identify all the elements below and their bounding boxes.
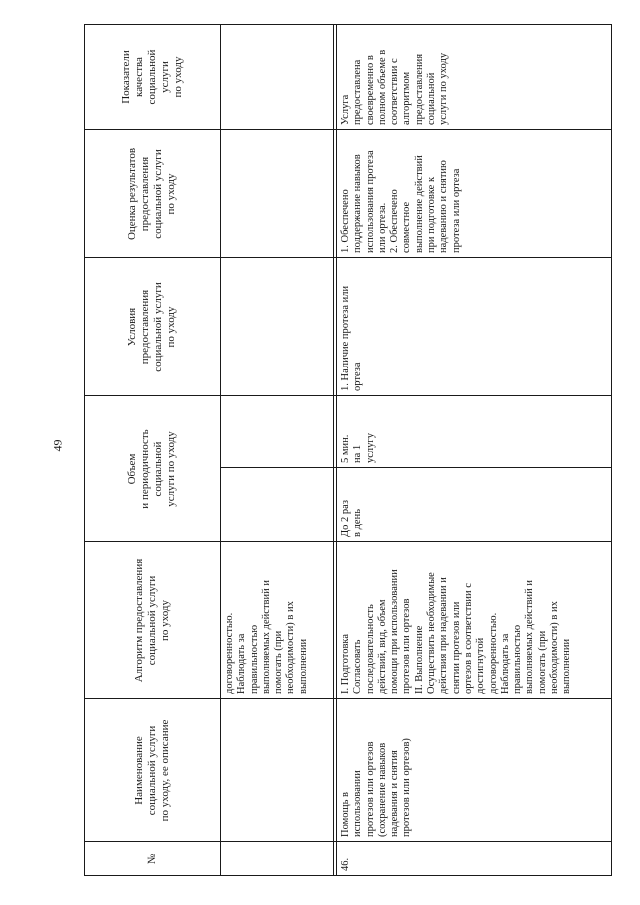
row-46-num-text: 46. (340, 857, 351, 871)
header-num-text: № (145, 853, 158, 865)
header-assessment: Оценка результатов предоставления социальной услуги по уходу (126, 147, 177, 241)
continuation-algorithm: договоренностью. Наблюдать за правильностью выполняемых действий и помогать (при необходимости) в их выполнении (224, 580, 309, 694)
row-46-algorithm: I. Подготовка Согласовать последовательность действий, вид, объем помощи при использовании протезов или ортезов II. Выполнение Осуществить необходимые действия при надевании и снятии протезов или ортезов в соответствии с достигнутой договоренностью. Наблюдать за правильностью выполняемых действий и помогать (при необходимости) в их выполнении (340, 569, 573, 694)
grid-line-right (84, 24, 612, 25)
grid-line-bottom (611, 24, 612, 876)
header-num (84, 842, 220, 876)
services-table (84, 24, 612, 876)
grid-line-col-6 (84, 129, 612, 130)
page-number: 49 (50, 439, 65, 452)
grid-line-col-1 (84, 841, 612, 842)
grid-line-row-top-b (336, 24, 337, 876)
row-46-volume-duration: 5 мин. на 1 услугу (340, 433, 376, 463)
header-volume: Объем и периодичность социальной услуги по уходу (126, 429, 177, 509)
row-46-assessment: 1. Обеспечено поддержание навыков использования протеза или ортеза. 2. Обеспечено совместное выполнение действий при подготовке к надеванию и снятию протеза или ортеза (340, 150, 462, 253)
grid-line-row-top-a (333, 24, 334, 876)
grid-line-left (84, 875, 612, 876)
grid-line-col-4 (84, 395, 612, 396)
grid-line-top (84, 24, 85, 876)
header-name: Наименование социальной услуги по уходу, ее описание (132, 719, 171, 822)
table-rotation-frame (84, 24, 612, 876)
grid-line-header-bottom (220, 24, 221, 876)
row-46-name: Помощь в использовании протезов или ортезов (сохранение навыков надевания и снятия протезов или ортезов) (340, 738, 413, 837)
grid-line-col-3 (84, 541, 612, 542)
row-46-conditions: 1. Наличие протеза или ортеза (340, 285, 364, 391)
header-quality: Показатели качества социальной услуги по уходу (119, 49, 184, 105)
grid-line-col-2 (84, 698, 612, 699)
row-46-quality: Услуга предоставлена своевременно в полном объеме в соответствии с алгоритмом предоставления социальной услуги по уходу (340, 49, 450, 125)
row-46-volume-frequency: До 2 раз в день (340, 500, 364, 537)
header-conditions: Условия предоставления социальной услуги по уходу (126, 282, 177, 372)
grid-line-col-volume-split (220, 467, 612, 468)
grid-line-col-5 (84, 257, 612, 258)
header-algorithm: Алгоритм предоставления социальной услуги по уходу (132, 558, 171, 683)
row-46-num (336, 842, 612, 876)
